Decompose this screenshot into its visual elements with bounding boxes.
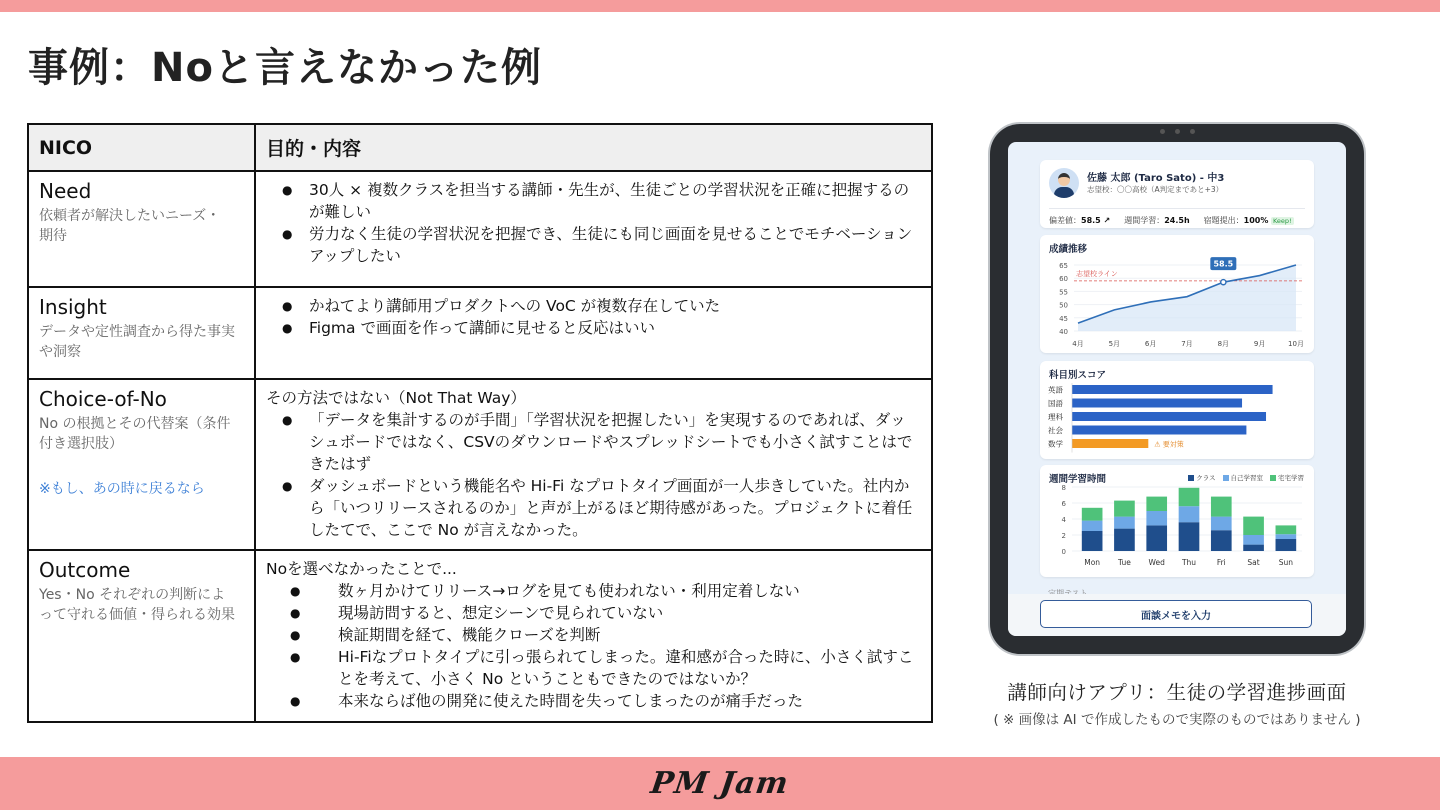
score-bar: [1072, 412, 1266, 421]
target-school: 志望校：〇〇高校（A判定まであと+3）: [1087, 185, 1224, 194]
category-label: 理科: [1048, 412, 1063, 422]
stat-deviation: 偏差値：58.5 ↗: [1049, 216, 1111, 225]
weekly-legend: [1188, 473, 1304, 482]
row-title: Insight: [39, 295, 107, 319]
y-tick-label: 60: [1059, 275, 1068, 284]
stack-segment: [1276, 525, 1297, 534]
bullet-item: ● Figma で画面を作って講師に見せると反応はいい: [266, 317, 921, 339]
legend-item: 自己学習室: [1223, 473, 1264, 482]
tablet-camera: [1147, 129, 1207, 135]
stack-segment: [1211, 530, 1232, 551]
student-profile-card: [1040, 160, 1314, 228]
keep-badge: Keep!: [1272, 217, 1292, 225]
stack-segment: [1146, 525, 1167, 551]
image-disclaimer: ( ※ 画像は AI で作成したもので実際のものではありません ): [993, 712, 1361, 728]
bullet-item: ● 本来ならば他の開発に使えた時間を失ってしまったのが痛手だった: [266, 690, 921, 712]
need-content-cell: [255, 171, 932, 287]
bullet-item: ● 現場訪問すると、想定シーンで見られていない: [266, 602, 921, 624]
row-description: データや定性調査から得た事実や洞察: [39, 324, 235, 360]
score-bar: [1072, 385, 1273, 394]
category-label: 英語: [1048, 385, 1063, 395]
outcome-content-cell: [255, 550, 932, 722]
bullet-item: ● 「データを集計するのが手間」「学習状況を把握したい」を実現するのであれば、ダッシュボードではなく、CSVのダウンロードやスプレッドシートでも小さく試すことはできたはず: [266, 409, 921, 475]
y-tick-label: 45: [1059, 314, 1068, 323]
x-tick-label: Fri: [1216, 558, 1226, 567]
subject-score-card: [1040, 361, 1314, 459]
stack-segment: [1146, 511, 1167, 525]
stat-weekly-study: 週間学習：24.5h: [1124, 216, 1190, 225]
bullet-item: ● Hi-Fiなプロトタイプに引っ張られてしまった。違和感が合った時に、小さく試すことを考えて、小さく No ということもできたのではないか？: [266, 646, 921, 690]
row-description: 依頼者が解決したいニーズ・期待: [39, 208, 221, 244]
x-tick-label: Sun: [1278, 558, 1293, 567]
row-insight: [28, 287, 932, 379]
category-label: 国語: [1048, 399, 1063, 408]
tablet-screen: [1008, 142, 1346, 636]
row-description: No の根拠とその代替案（条件付き選択肢）: [39, 416, 231, 452]
student-stats: [1049, 208, 1305, 226]
header-nico: NICO: [28, 124, 255, 171]
lead-text: その方法ではない（Not That Way）: [266, 389, 526, 407]
category-label: 数学: [1048, 439, 1063, 449]
insight-content-cell: [255, 287, 932, 379]
score-bar: [1072, 399, 1242, 408]
stack-segment: [1082, 508, 1103, 521]
weekly-study-title: 週間学習時間: [1049, 474, 1107, 485]
lead-text: Noを選べなかったことで...: [266, 560, 457, 578]
x-tick-label: Mon: [1084, 558, 1101, 567]
stack-segment: [1243, 545, 1264, 551]
x-tick-label: 7月: [1181, 340, 1193, 348]
subject-score-title: 科目別スコア: [1049, 370, 1107, 381]
bullet-item: ● 数ヶ月かけてリリース→ログを見ても使われない・利用定着しない: [266, 580, 921, 602]
category-label: 社会: [1048, 426, 1063, 435]
x-tick-label: Wed: [1148, 558, 1165, 567]
stack-segment: [1082, 521, 1103, 531]
outcome-label-cell: [28, 550, 255, 722]
row-title: Outcome: [39, 558, 131, 582]
bullet-item: ● ダッシュボードという機能名や Hi-Fi なプロトタイプ画面が一人歩きしていた。社内から「いつリリースされるのか」と声が上がるほど期待感があった。プロジェクトに着任したてで、ここで No が言えなかった。: [266, 475, 921, 541]
reference-label: 志望校ライン: [1076, 269, 1118, 278]
row-outcome: [28, 550, 932, 722]
x-tick-label: 5月: [1108, 340, 1121, 348]
y-tick-label: 8: [1061, 484, 1066, 492]
row-note: ※もし、あの時に戻るなら: [39, 481, 205, 497]
y-tick-label: 50: [1059, 301, 1068, 310]
stack-segment: [1179, 488, 1200, 506]
student-name: 佐藤 太郎 (Taro Sato) - 中3: [1087, 173, 1225, 184]
insight-label-cell: [28, 287, 255, 379]
y-tick-label: 65: [1059, 262, 1068, 270]
weekly-study-card: [1040, 465, 1314, 577]
grade-trend-card: [1040, 235, 1314, 353]
x-tick-label: 10月: [1288, 340, 1304, 348]
stack-segment: [1179, 522, 1200, 551]
stack-segment: [1179, 506, 1200, 522]
x-tick-label: 6月: [1144, 340, 1157, 348]
row-title: Need: [39, 179, 92, 203]
header-purpose: 目的・内容: [255, 124, 932, 171]
image-caption: 講師向けアプリ：生徒の学習進捗画面: [1007, 681, 1347, 704]
tablet-mockup: [990, 124, 1364, 654]
y-tick-label: 0: [1061, 548, 1066, 556]
x-tick-label: Sat: [1247, 558, 1260, 567]
stack-segment: [1243, 517, 1264, 535]
slide-title: 事例：Noと言えなかった例: [28, 45, 542, 91]
y-tick-label: 6: [1061, 500, 1066, 508]
student-avatar: [1049, 168, 1079, 198]
x-tick-label: Tue: [1118, 558, 1131, 567]
interview-memo-button[interactable]: 面談メモを入力: [1040, 600, 1312, 628]
choice-content-cell: [255, 379, 932, 550]
stack-segment: [1114, 517, 1135, 529]
bullet-item: ● 労力なく生徒の学習状況を把握でき、生徒にも同じ画面を見せることでモチベーションアップしたい: [266, 223, 921, 267]
grade-trend-title: 成績推移: [1049, 244, 1088, 255]
stack-segment: [1276, 539, 1297, 551]
x-tick-label: Thu: [1181, 558, 1197, 567]
legend-item: 宅宅学習: [1270, 473, 1304, 482]
stack-segment: [1243, 535, 1264, 545]
stack-segment: [1146, 497, 1167, 511]
nico-table: [27, 123, 933, 723]
top-accent-bar: [0, 0, 1440, 12]
callout-point: [1221, 280, 1226, 285]
stack-segment: [1114, 501, 1135, 517]
stack-segment: [1211, 497, 1232, 517]
stat-homework: 宿題提出：100% Keep!: [1203, 216, 1292, 225]
legend-item: クラス: [1188, 473, 1215, 482]
y-tick-label: 55: [1059, 288, 1068, 297]
pm-jam-logo: PM Jam: [648, 766, 792, 801]
choice-label-cell: [28, 379, 255, 550]
stack-segment: [1211, 517, 1232, 531]
table-header-row: [28, 124, 932, 171]
warning-label: ⚠ 要対策: [1154, 440, 1184, 449]
bullet-item: ● かねてより講師用プロダクトへの VoC が複数存在していた: [266, 295, 921, 317]
bullet-item: ● 検証期間を経て、機能クローズを判断: [266, 624, 921, 646]
callout-label: 58.5: [1213, 259, 1234, 269]
need-label-cell: [28, 171, 255, 287]
bullet-item: ● 30人 × 複数クラスを担当する講師・先生が、生徒ごとの学習状況を正確に把握するのが難しい: [266, 179, 921, 223]
stack-segment: [1114, 529, 1135, 551]
x-tick-label: 4月: [1072, 340, 1084, 348]
row-choice-of-no: [28, 379, 932, 550]
score-bar: [1072, 426, 1246, 435]
x-tick-label: 9月: [1253, 340, 1266, 348]
stack-segment: [1082, 531, 1103, 551]
score-bar: [1072, 439, 1148, 448]
row-title: Choice-of-No: [39, 387, 167, 411]
y-tick-label: 4: [1061, 516, 1066, 524]
x-tick-label: 8月: [1217, 340, 1230, 348]
y-tick-label: 40: [1059, 328, 1068, 336]
row-need: [28, 171, 932, 287]
row-description: Yes・No それぞれの判断によって守れる価値・得られる効果: [39, 587, 235, 623]
stack-segment: [1276, 534, 1297, 539]
y-tick-label: 2: [1061, 532, 1066, 540]
